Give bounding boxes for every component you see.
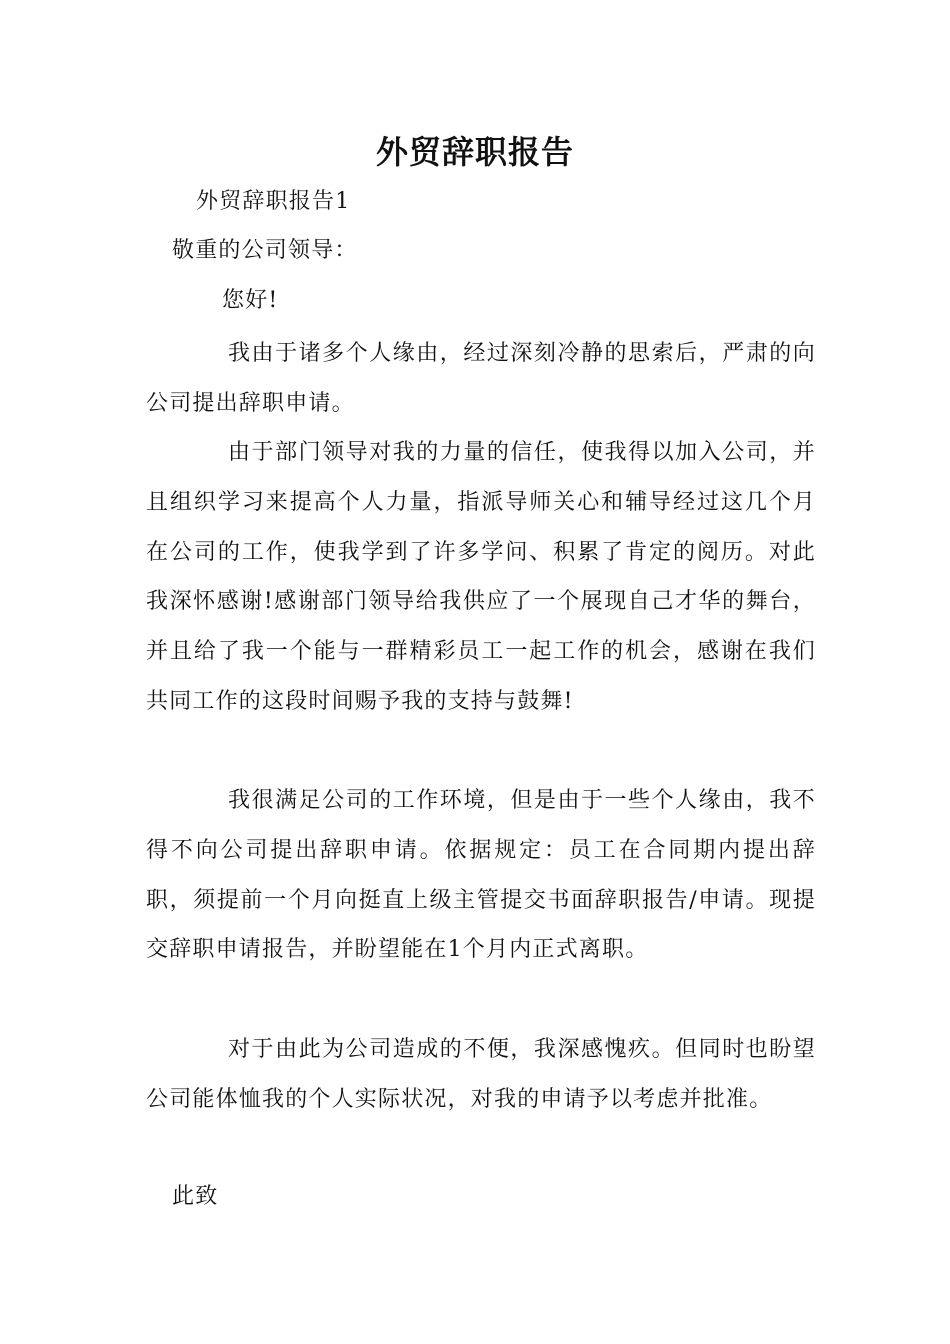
document-title: 外贸辞职报告 <box>375 133 574 171</box>
closing: 此致 <box>172 1184 219 1209</box>
salutation: 敬重的公司领导： <box>172 238 358 263</box>
greeting: 您好! <box>222 288 279 313</box>
paragraph-1: 我由于诸多个人缘由，经过深刻冷静的思索后，严肃的向公司提出辞职申请。 <box>146 341 816 416</box>
paragraph-3: 我很满足公司的工作环境，但是由于一些个人缘由，我不得不向公司提出辞职申请。依据规定：员工在合同期内提出辞职，须提前一个月向挺直上级主管提交书面辞职报告/申请。现提交辞职申请报告，并盼望能在1个月内正式离职。 <box>146 788 816 963</box>
paragraph-2: 由于部门领导对我的力量的信任，使我得以加入公司，并且组织学习来提高个人力量，指派导师关心和辅导经过这几个月在公司的工作，使我学到了许多学问、积累了肯定的阅历。对此我深怀感谢!感谢部门领导给我供应了一个展现自己才华的舞台，并且给了我一个能与一群精彩员工一起工作的机会，感谢在我们共同工作的这段时间赐予我的支持与鼓舞! <box>146 440 816 714</box>
document-subtitle: 外贸辞职报告1 <box>196 189 351 214</box>
paragraph-4: 对于由此为公司造成的不便，我深感愧疚。但同时也盼望公司能体恤我的个人实际状况，对我的申请予以考虑并批准。 <box>146 1037 816 1112</box>
